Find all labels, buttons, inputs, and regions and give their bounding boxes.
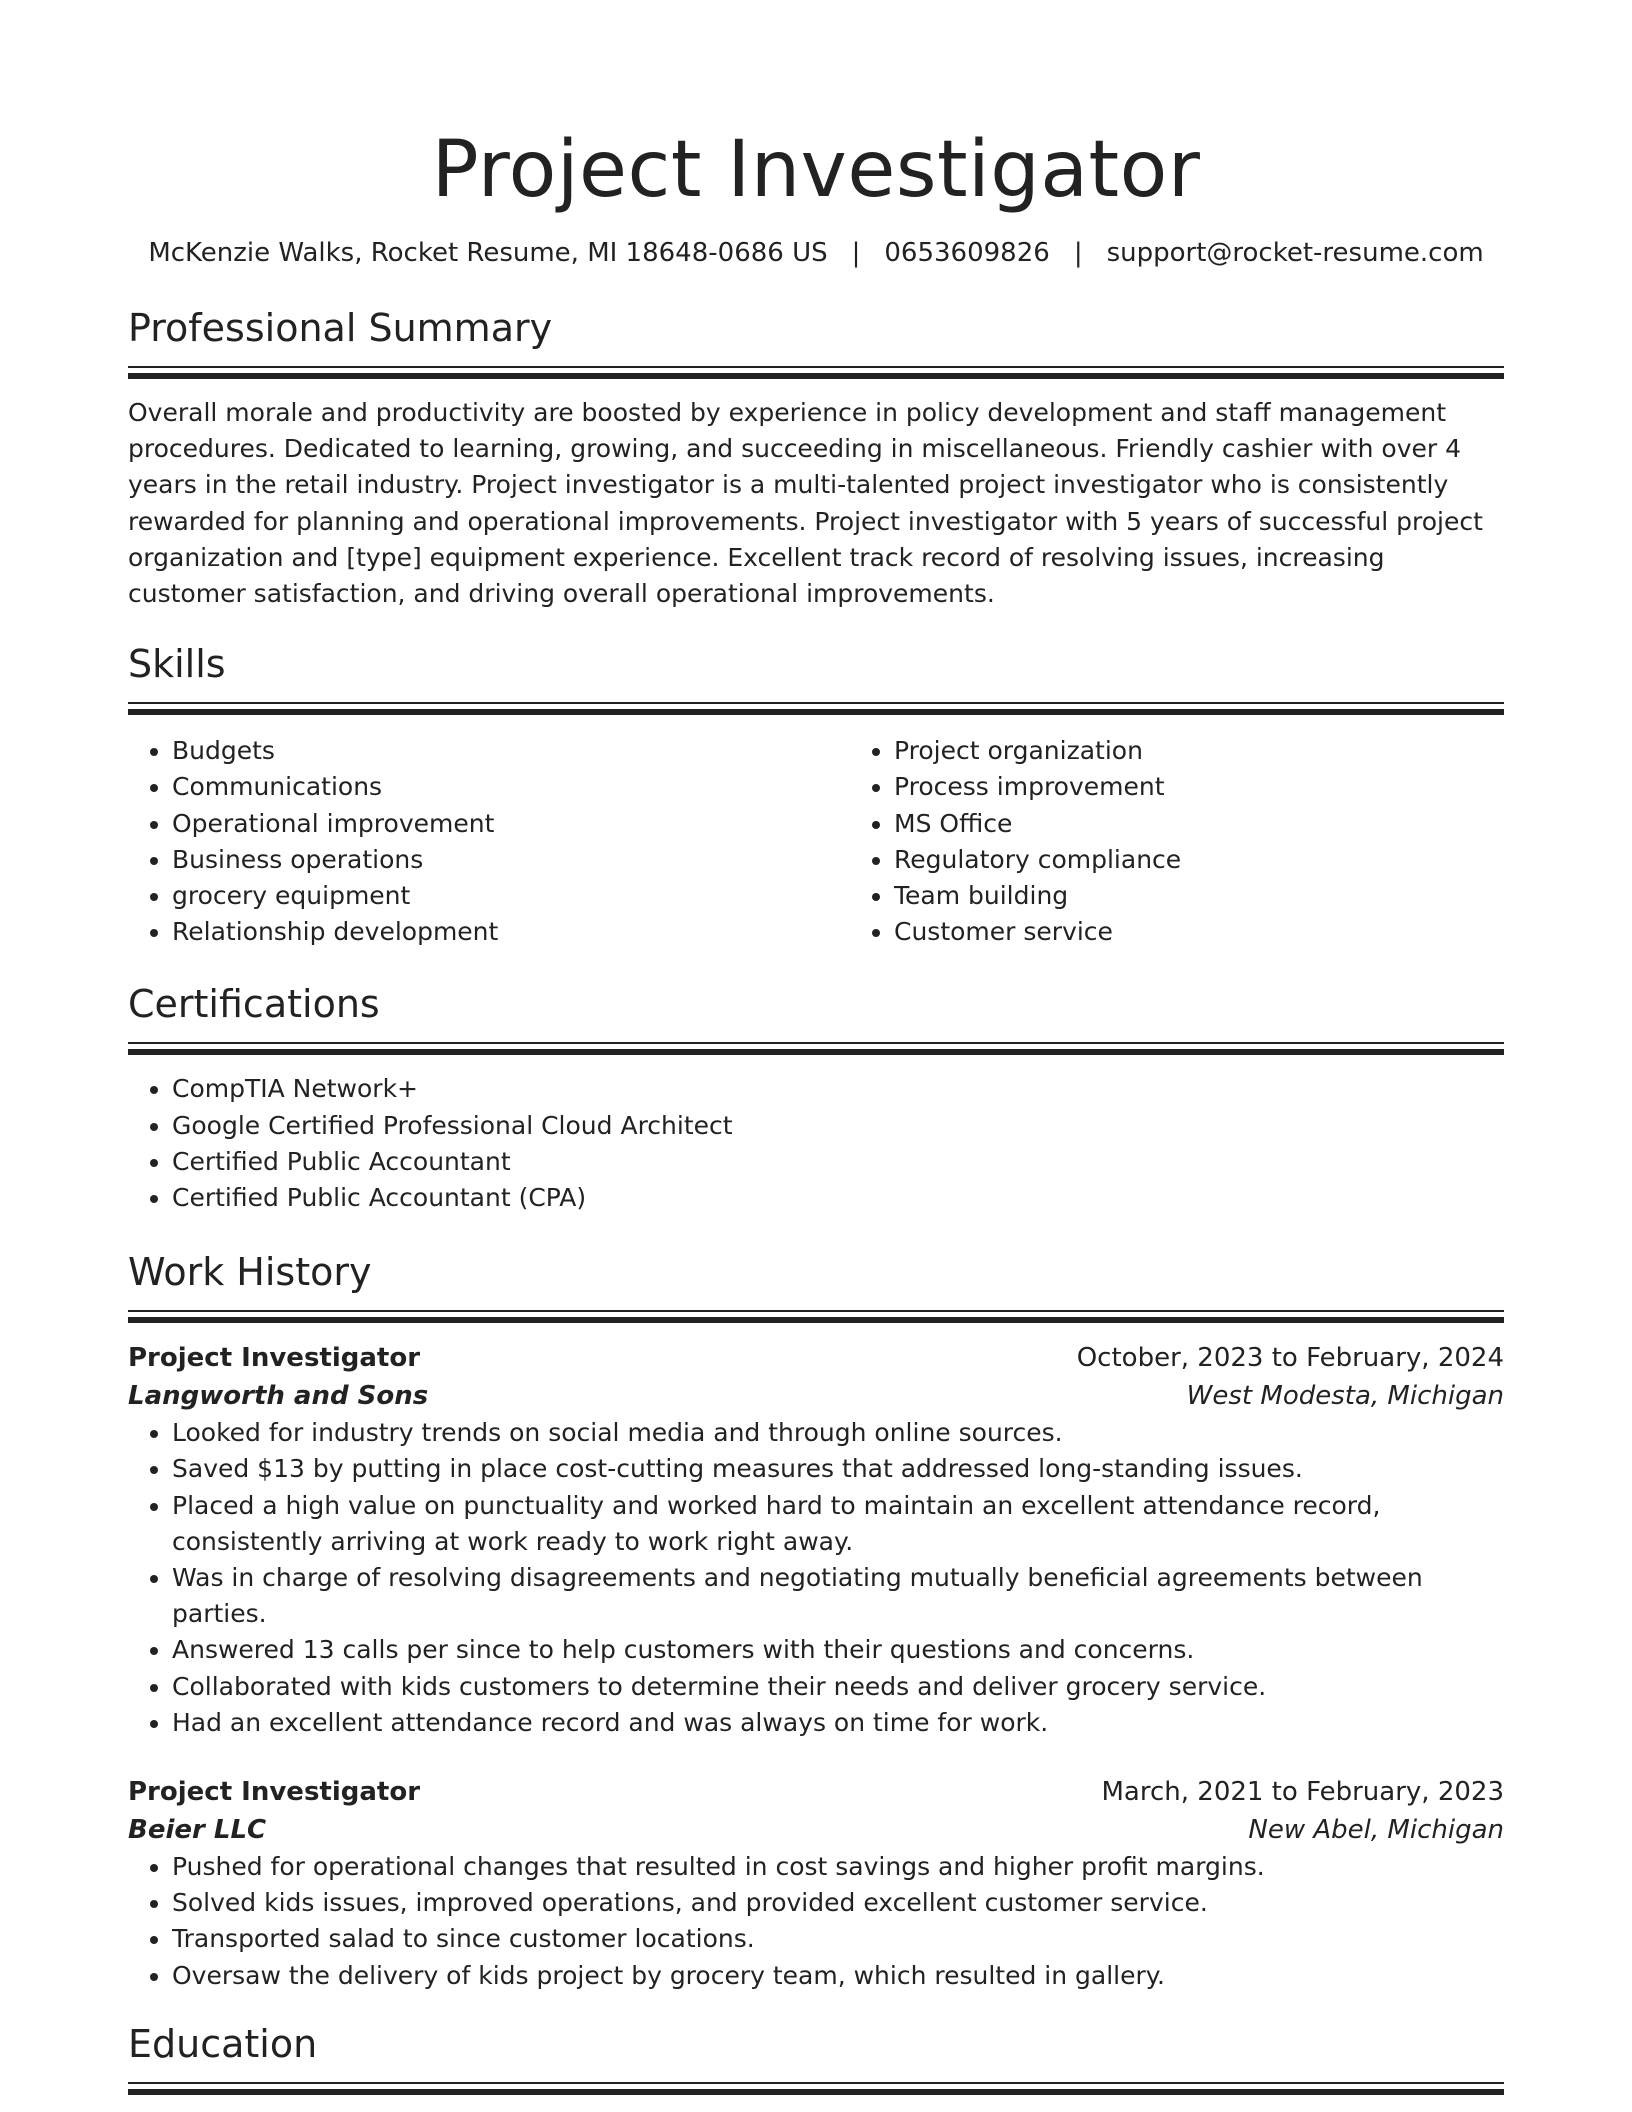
job-bullet: • Saved $13 by putting in place cost-cutting measures that addressed long-standing issues. bbox=[172, 1451, 1504, 1487]
skills-grid bbox=[128, 733, 1504, 950]
certification-item: • Google Certified Professional Cloud Architect bbox=[172, 1108, 1504, 1144]
skill-item: • grocery equipment bbox=[172, 878, 850, 914]
work-history-heading: Work History bbox=[128, 1250, 372, 1295]
job-bullets bbox=[128, 1849, 1504, 1994]
job-company: Beier LLC bbox=[128, 1815, 267, 1846]
section-divider bbox=[128, 702, 1504, 715]
certifications-list bbox=[128, 1071, 1504, 1216]
skill-item: • Project organization bbox=[894, 733, 1572, 769]
job-bullet: • Solved kids issues, improved operations, and provided excellent customer service. bbox=[172, 1885, 1504, 1921]
certifications-section bbox=[128, 980, 1504, 1216]
section-divider bbox=[128, 1310, 1504, 1323]
skill-item: • MS Office bbox=[894, 806, 1572, 842]
education-section bbox=[128, 2020, 1504, 2095]
summary-heading: Professional Summary bbox=[128, 306, 553, 350]
job-bullet: • Collaborated with kids customers to determine their needs and deliver grocery service. bbox=[172, 1669, 1504, 1705]
job-bullet: • Was in charge of resolving disagreements and negotiating mutually beneficial agreements between parties. bbox=[172, 1560, 1504, 1632]
job-entry bbox=[128, 1773, 1504, 1994]
job-subheader-row bbox=[128, 1377, 1504, 1415]
certification-item: • Certified Public Accountant (CPA) bbox=[172, 1180, 1504, 1216]
contact-line bbox=[128, 236, 1504, 270]
section-divider bbox=[128, 2082, 1504, 2095]
job-bullets bbox=[128, 1415, 1504, 1741]
skill-item: • Regulatory compliance bbox=[894, 842, 1572, 878]
job-location: West Modesta, Michigan bbox=[1186, 1381, 1504, 1412]
job-bullet: • Oversaw the delivery of kids project by grocery team, which resulted in gallery. bbox=[172, 1958, 1504, 1994]
skill-item: • Communications bbox=[172, 769, 850, 805]
job-title: Project Investigator bbox=[128, 1777, 421, 1808]
contact-phone: 0653609826 bbox=[884, 238, 1050, 268]
contact-address: McKenzie Walks, Rocket Resume, MI 18648-0686 US bbox=[148, 238, 828, 268]
job-location: New Abel, Michigan bbox=[1248, 1815, 1504, 1846]
job-bullet: • Answered 13 calls per since to help customers with their questions and concerns. bbox=[172, 1632, 1504, 1668]
summary-section bbox=[128, 304, 1504, 612]
skill-item: • Operational improvement bbox=[172, 806, 850, 842]
job-company: Langworth and Sons bbox=[128, 1381, 429, 1412]
job-bullet: • Placed a high value on punctuality and worked hard to maintain an excellent attendance record, consistently arriving at work ready to work right away. bbox=[172, 1488, 1504, 1560]
skill-item: • Process improvement bbox=[894, 769, 1572, 805]
section-divider bbox=[128, 1042, 1504, 1055]
resume-name-heading: Project Investigator bbox=[431, 125, 1201, 215]
job-bullet: • Looked for industry trends on social media and through online sources. bbox=[172, 1415, 1504, 1451]
job-dates: March, 2021 to February, 2023 bbox=[1101, 1777, 1504, 1808]
section-divider bbox=[128, 366, 1504, 379]
certification-item: • CompTIA Network+ bbox=[172, 1071, 1504, 1107]
job-title: Project Investigator bbox=[128, 1343, 421, 1374]
skill-item: • Relationship development bbox=[172, 914, 850, 950]
work-history-section bbox=[128, 1248, 1504, 1994]
job-subheader-row bbox=[128, 1811, 1504, 1849]
skill-item: • Business operations bbox=[172, 842, 850, 878]
job-header-row bbox=[128, 1773, 1504, 1811]
skills-list-right bbox=[850, 733, 1572, 950]
job-bullet: • Had an excellent attendance record and was always on time for work. bbox=[172, 1705, 1504, 1741]
skill-item: • Customer service bbox=[894, 914, 1572, 950]
resume-page bbox=[128, 0, 1504, 2095]
job-dates: October, 2023 to February, 2024 bbox=[1076, 1343, 1504, 1374]
job-bullet: • Pushed for operational changes that resulted in cost savings and higher profit margins. bbox=[172, 1849, 1504, 1885]
job-header-row bbox=[128, 1339, 1504, 1377]
job-bullet: • Transported salad to since customer locations. bbox=[172, 1921, 1504, 1957]
certifications-heading: Certifications bbox=[128, 982, 380, 1027]
skill-item: • Team building bbox=[894, 878, 1572, 914]
certification-item: • Certified Public Accountant bbox=[172, 1144, 1504, 1180]
contact-separator: | bbox=[851, 238, 861, 268]
skills-heading: Skills bbox=[128, 642, 226, 687]
education-heading: Education bbox=[128, 2021, 318, 2066]
skills-list-left bbox=[128, 733, 850, 950]
contact-separator: | bbox=[1073, 238, 1083, 268]
skill-item: • Budgets bbox=[172, 733, 850, 769]
contact-email[interactable]: support@rocket-resume.com bbox=[1106, 238, 1484, 268]
skills-section bbox=[128, 640, 1504, 950]
job-entry bbox=[128, 1339, 1504, 1741]
summary-text: Overall morale and productivity are boosted by experience in policy development and staff management procedures. Dedicated to learning, growing, and succeeding in miscellaneous. Friendly cashier with over 4 years in the retail industry. Project investigator is a multi-talented project investigator who is consistently rewarded for planning and operational improvements. Project investigator with 5 years of successful project organization and [type] equipment experience. Excellent track record of resolving issues, increasing customer satisfaction, and driving overall operational improvements. bbox=[128, 398, 1483, 609]
